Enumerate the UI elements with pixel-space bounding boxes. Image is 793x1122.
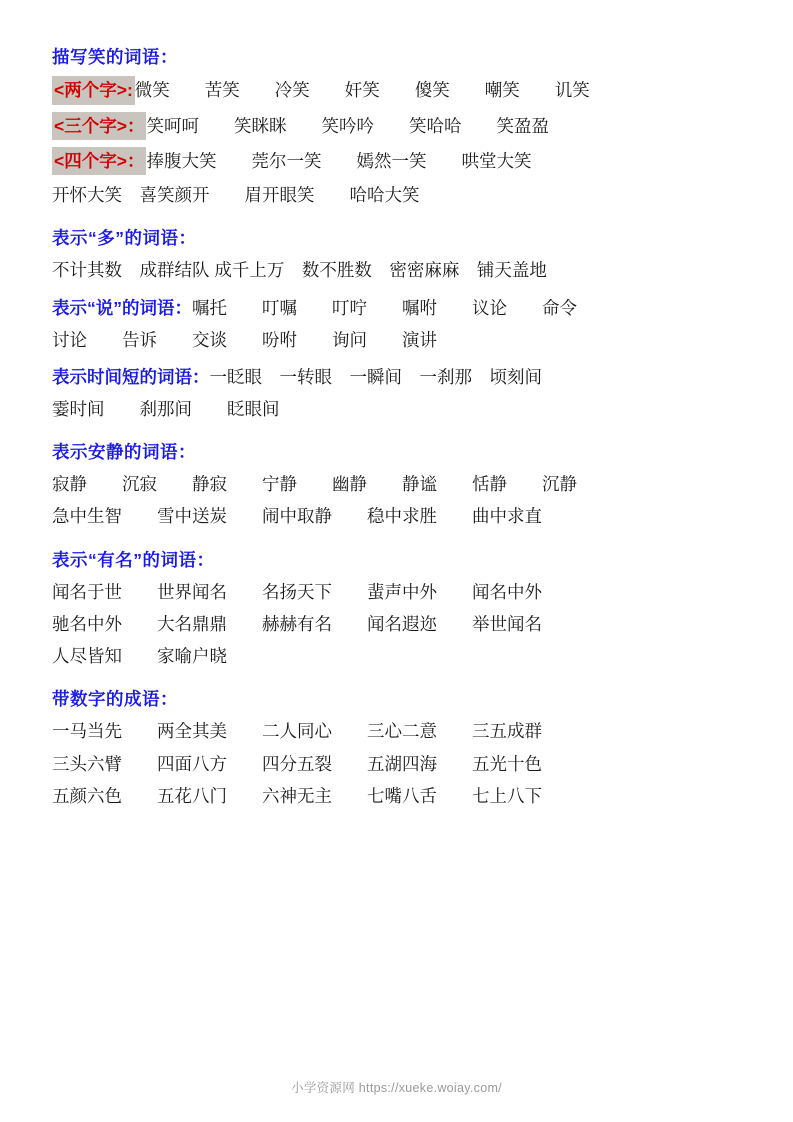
word-line: 闻名于世 世界闻名 名扬天下 蜚声中外 闻名中外: [52, 581, 542, 602]
section-heading: 表示时间短的词语：: [52, 366, 210, 387]
word-line: 霎时间 刹那间 眨眼间: [52, 398, 280, 419]
word-line: 一眨眼 一转眼 一瞬间 一刹那 顷刻间: [209, 366, 542, 387]
section-heading-row: [52, 295, 741, 322]
word-line: 开怀大笑 喜笑颜开 眉开眼笑 哈哈大笑: [52, 185, 420, 205]
section-quiet: [52, 439, 741, 531]
section-heading: 描写笑的词语：: [52, 47, 178, 67]
word-line: 一马当先 两全其美 二人同心 三心二意 三五成群: [52, 721, 542, 742]
word-line: 三头六臂 四面八方 四分五裂 五湖四海 五光十色: [52, 753, 542, 774]
section-heading-row: [52, 364, 741, 391]
section-famous: [52, 547, 741, 671]
section-short-time: [52, 364, 741, 423]
section-many: [52, 225, 741, 284]
section-heading: 带数字的成语：: [52, 689, 178, 710]
word-line: 五颜六色 五花八门 六神无主 七嘴八舌 七上八下: [52, 785, 542, 806]
section-heading: 表示“说”的词语：: [52, 297, 192, 318]
word-line: 不计其数 成群结队 成千上万 数不胜数 密密麻麻 铺天盖地: [52, 260, 547, 281]
tag-label-two-char: <两个字>:: [52, 76, 135, 104]
section-laugh: [52, 44, 741, 209]
tag-row-two-char: [52, 76, 741, 104]
tag-words-three-char: 笑呵呵 笑眯眯 笑吟吟 笑哈哈 笑盈盈: [146, 115, 549, 136]
word-line: 人尽皆知 家喻户晓: [52, 646, 227, 666]
tag-words-four-char: 捧腹大笑 莞尔一笑 嫣然一笑 哄堂大笑: [146, 150, 532, 171]
section-say: [52, 295, 741, 354]
tag-row-three-char: [52, 112, 741, 140]
tag-row-four-char: [52, 147, 741, 175]
word-line: 嘱托 叮嘱 叮咛 嘱咐 议论 命令: [192, 297, 577, 318]
word-line: 寂静 沉寂 静寂 宁静 幽静 静谧 恬静 沉静: [52, 474, 577, 495]
section-number-idioms: [52, 686, 741, 810]
footer-watermark: 小学资源网 https://xueke.woiay.com/: [291, 1081, 502, 1095]
word-line: 讨论 告诉 交谈 吩咐 询问 演讲: [52, 329, 437, 350]
tag-label-three-char: <三个字>：: [52, 112, 146, 140]
tag-words-two-char: 微笑 苦笑 冷笑 奸笑 傻笑 嘲笑 讥笑: [134, 80, 590, 101]
section-heading: 表示“多”的词语：: [52, 228, 197, 249]
word-line: 驰名中外 大名鼎鼎 赫赫有名 闻名遐迩 举世闻名: [52, 613, 542, 634]
word-line: 急中生智 雪中送炭 闹中取静 稳中求胜 曲中求直: [52, 506, 542, 527]
section-heading: 表示安静的词语：: [52, 442, 196, 462]
section-heading: 表示“有名”的词语：: [52, 549, 215, 570]
tag-label-four-char: <四个字>：: [52, 147, 146, 175]
